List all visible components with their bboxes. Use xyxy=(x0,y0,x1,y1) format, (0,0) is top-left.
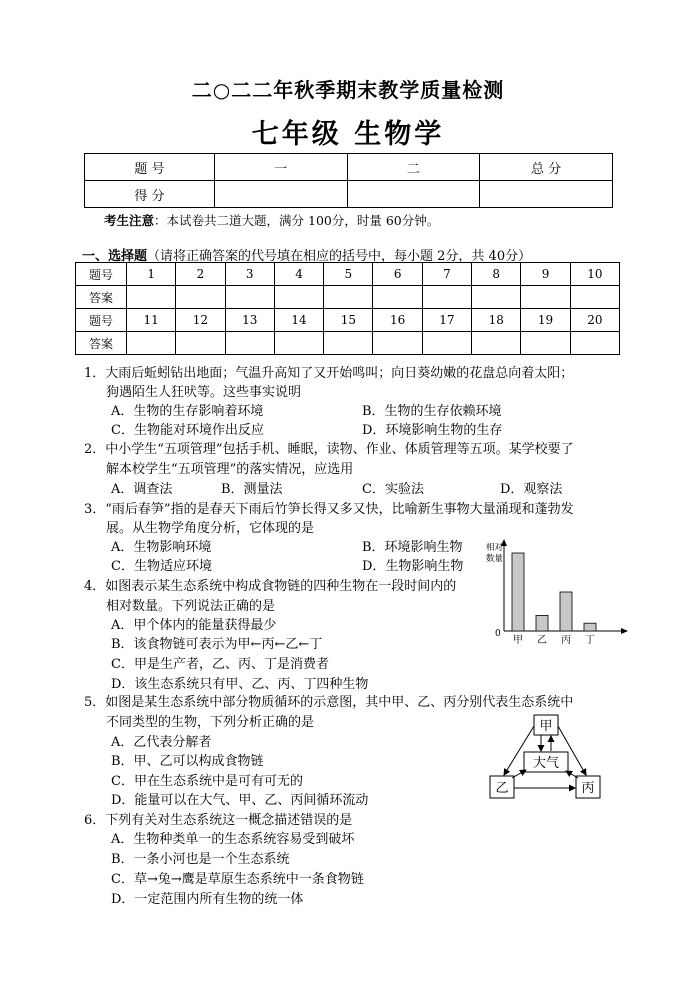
answer-cell[interactable] xyxy=(472,286,521,309)
answer-cell[interactable] xyxy=(225,286,274,309)
arrow-yi-to-atmosphere xyxy=(512,770,526,778)
category-label: 丁 xyxy=(585,635,595,645)
answer-num: 9 xyxy=(521,263,570,286)
question-2-option-c[interactable]: C．实验法 xyxy=(362,482,424,497)
bar-3 xyxy=(584,623,596,631)
bar-0 xyxy=(512,553,524,631)
question-5-stem-cont: 不同类型的生物，下列分析正确的是 xyxy=(106,715,315,730)
answer-cell[interactable] xyxy=(127,332,176,355)
answer-num: 6 xyxy=(373,263,422,286)
y-axis-label xyxy=(486,542,504,564)
question-2-stem-cont: 解本校学生“五项管理”的落实情况，应选用 xyxy=(106,462,354,477)
question-1-option-b[interactable]: B．生物的生存依赖环境 xyxy=(362,404,502,419)
score-header-cell: 题 号 xyxy=(85,154,215,181)
answer-num: 13 xyxy=(225,309,274,332)
node-yi: 乙 xyxy=(495,781,509,796)
question-4-option-b[interactable]: B．该食物链可表示为甲←丙←乙←丁 xyxy=(111,637,323,652)
bar-1 xyxy=(536,615,548,631)
answer-cell[interactable] xyxy=(570,286,619,309)
answer-num: 14 xyxy=(274,309,323,332)
answer-num: 17 xyxy=(422,309,471,332)
question-3-option-b[interactable]: B．环境影响生物 xyxy=(362,540,463,555)
node-atmosphere: 大气 xyxy=(532,756,560,771)
category-label: 乙 xyxy=(537,635,547,645)
answer-cell[interactable] xyxy=(274,332,323,355)
question-4-option-c[interactable]: C．甲是生产者，乙、丙、丁是消费者 xyxy=(111,657,329,672)
answer-cell[interactable] xyxy=(373,286,422,309)
material-cycle-diagram xyxy=(486,712,606,804)
question-2-option-a[interactable]: A．调查法 xyxy=(111,482,173,497)
answer-num-label: 题号 xyxy=(76,263,127,286)
question-4-option-a[interactable]: A．甲个体内的能量获得最少 xyxy=(111,618,277,633)
answer-num-label: 题号 xyxy=(76,309,127,332)
exam-subtitle: 七年级 生物学 xyxy=(251,119,445,150)
answer-cell[interactable] xyxy=(472,332,521,355)
question-5-option-a[interactable]: A．乙代表分解者 xyxy=(111,735,212,750)
question-3-option-d[interactable]: D．生物影响生物 xyxy=(362,559,464,574)
question-6-option-a[interactable]: A．生物种类单一的生态系统容易受到破坏 xyxy=(111,832,355,847)
notice-text: ：本试卷共二道大题，满分 100分，时量 60分钟。 xyxy=(154,213,440,228)
question-3-stem: 3．“雨后春笋”指的是春天下雨后竹笋长得又多又快，比喻新生事物大量涌现和蓬勃发 xyxy=(84,502,574,517)
answer-num: 11 xyxy=(127,309,176,332)
bar-2 xyxy=(560,592,572,631)
answer-cell[interactable] xyxy=(521,332,570,355)
answer-cell[interactable] xyxy=(324,332,373,355)
answer-table xyxy=(75,262,620,355)
answer-num: 12 xyxy=(176,309,225,332)
score-header-cell: 二 xyxy=(347,154,480,181)
answer-label: 答案 xyxy=(76,332,127,355)
score-label-cell: 得 分 xyxy=(85,181,215,208)
answer-num: 19 xyxy=(521,309,570,332)
answer-cell[interactable] xyxy=(176,332,225,355)
answer-cell[interactable] xyxy=(324,286,373,309)
score-table xyxy=(84,153,613,208)
y-axis-label-line: 数量 xyxy=(486,554,504,564)
question-6-option-c[interactable]: C．草→兔→鹰是草原生态系统中一条食物链 xyxy=(111,872,364,887)
question-1-stem-cont: 狗遇陌生人狂吠等。这些事实说明 xyxy=(106,385,302,400)
question-1-option-c[interactable]: C．生物能对环境作出反应 xyxy=(111,423,264,438)
origin-label: 0 xyxy=(495,629,501,639)
section-note: （请将正确答案的代号填在相应的括号中，每小题 2分，共 40分） xyxy=(147,249,532,264)
y-axis-label-line: 相对 xyxy=(486,543,504,553)
node-bing: 丙 xyxy=(581,781,595,796)
answer-num: 2 xyxy=(176,263,225,286)
question-5-stem: 5．如图是某生态系统中部分物质循环的示意图，其中甲、乙、丙分别代表生态系统中 xyxy=(84,695,574,710)
question-3-stem-cont: 展。从生物学角度分析，它体现的是 xyxy=(106,521,315,536)
answer-cell[interactable] xyxy=(127,286,176,309)
question-3-option-a[interactable]: A．生物影响环境 xyxy=(111,540,212,555)
question-5-option-c[interactable]: C．甲在生态系统中是可有可无的 xyxy=(111,774,303,789)
answer-cell[interactable] xyxy=(373,332,422,355)
notice xyxy=(104,211,439,229)
answer-cell[interactable] xyxy=(176,286,225,309)
question-2-option-d[interactable]: D．观察法 xyxy=(500,482,563,497)
question-2-option-b[interactable]: B．测量法 xyxy=(221,482,283,497)
question-4-option-d[interactable]: D．该生态系统只有甲、乙、丙、丁四种生物 xyxy=(111,677,369,692)
answer-num: 10 xyxy=(570,263,619,286)
question-6-option-b[interactable]: B．一条小河也是一个生态系统 xyxy=(111,852,290,867)
section-title: 一、选择题 xyxy=(82,249,148,264)
question-5-option-d[interactable]: D．能量可以在大气、甲、乙、丙间循环流动 xyxy=(111,793,369,808)
score-input-cell[interactable] xyxy=(480,181,613,208)
answer-num: 4 xyxy=(274,263,323,286)
score-header-cell: 一 xyxy=(214,154,347,181)
question-3-option-c[interactable]: C．生物适应环境 xyxy=(111,559,212,574)
answer-cell[interactable] xyxy=(521,286,570,309)
score-input-cell[interactable] xyxy=(214,181,347,208)
category-label: 丙 xyxy=(561,635,571,645)
answer-cell[interactable] xyxy=(274,286,323,309)
answer-num: 20 xyxy=(570,309,619,332)
answer-num: 8 xyxy=(472,263,521,286)
answer-num: 1 xyxy=(127,263,176,286)
answer-num: 18 xyxy=(472,309,521,332)
answer-num: 7 xyxy=(422,263,471,286)
answer-cell[interactable] xyxy=(570,332,619,355)
question-1-option-d[interactable]: D．环境影响生物的生存 xyxy=(362,423,503,438)
x-axis-arrow xyxy=(621,628,628,634)
relative-quantity-bar-chart xyxy=(482,535,632,645)
question-6-stem: 6．下列有关对生态系统这一概念描述错误的是 xyxy=(84,813,353,828)
answer-num: 3 xyxy=(225,263,274,286)
question-1-stem: 1．大雨后蚯蚓钻出地面；气温升高知了又开始鸣叫；向日葵幼嫩的花盘总向着太阳； xyxy=(84,366,574,381)
question-1-option-a[interactable]: A．生物的生存影响着环境 xyxy=(111,404,264,419)
answer-num: 15 xyxy=(324,309,373,332)
question-4-stem-cont: 相对数量。下列说法正确的是 xyxy=(106,599,276,614)
answer-cell[interactable] xyxy=(422,332,471,355)
answer-label: 答案 xyxy=(76,286,127,309)
question-4-stem: 4．如图表示某生态系统中构成食物链的四种生物在一段时间内的 xyxy=(84,579,457,594)
question-6-option-d[interactable]: D．一定范围内所有生物的统一体 xyxy=(111,892,304,907)
question-5-option-b[interactable]: B．甲、乙可以构成食物链 xyxy=(111,754,264,769)
answer-cell[interactable] xyxy=(225,332,274,355)
exam-title: 二○二二年秋季期末教学质量检测 xyxy=(191,78,505,102)
question-2-stem: 2．中小学生“五项管理”包括手机、睡眠，读物、作业、体质管理等五项。某学校要了 xyxy=(84,442,574,457)
score-input-cell[interactable] xyxy=(347,181,480,208)
arrow-bing-to-atmosphere xyxy=(566,771,578,778)
node-jia: 甲 xyxy=(539,719,553,734)
answer-cell[interactable] xyxy=(422,286,471,309)
category-label: 甲 xyxy=(513,635,523,645)
score-header-cell: 总 分 xyxy=(480,154,613,181)
answer-num: 16 xyxy=(373,309,422,332)
answer-num: 5 xyxy=(324,263,373,286)
notice-label: 考生注意 xyxy=(104,213,155,228)
